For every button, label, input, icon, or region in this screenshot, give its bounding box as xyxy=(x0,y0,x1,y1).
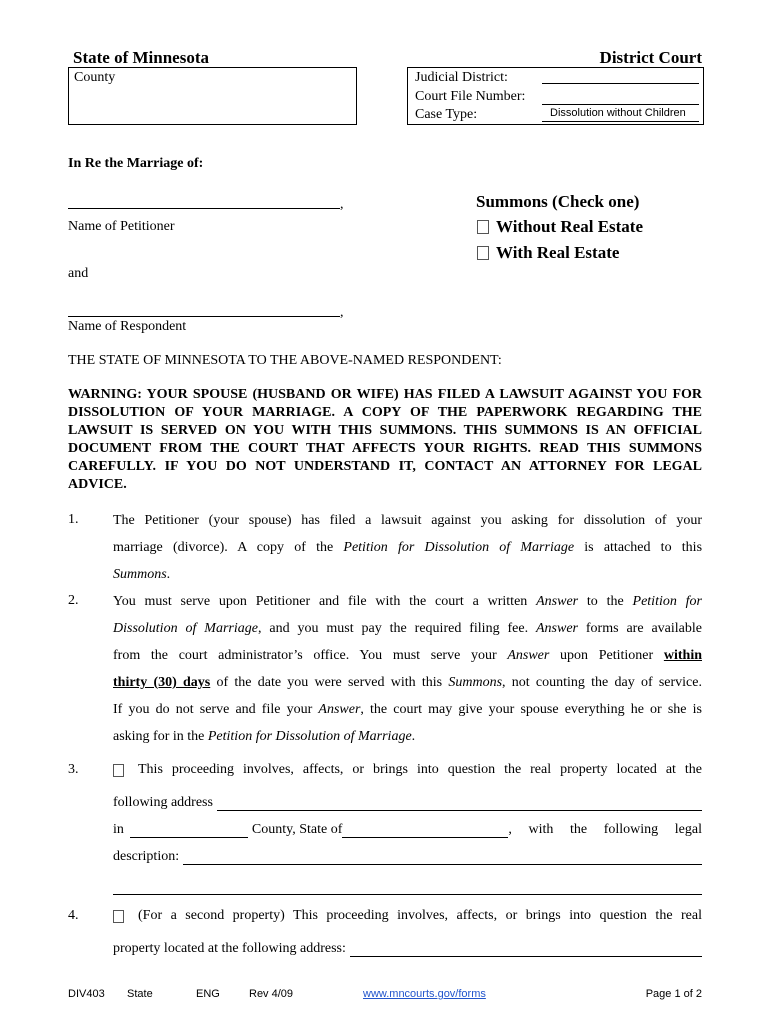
text: You must serve upon Petitioner and file with the court a written xyxy=(113,594,537,609)
court-title: District Court xyxy=(599,48,702,67)
page-number: Page 1 of 2 xyxy=(645,988,702,1000)
summons-title: Summons xyxy=(448,675,503,690)
text: , and you must pay the required filing fee. xyxy=(257,621,536,636)
text: , with the following legal xyxy=(508,822,702,837)
option-with-real-estate[interactable] xyxy=(477,243,619,263)
forms-link[interactable]: www.mncourts.gov/forms xyxy=(363,988,486,1000)
warning-paragraph: WARNING: YOUR SPOUSE (HUSBAND OR WIFE) HAS FILED A LAWSUIT AGAINST YOU FOR DISSOLUTION OF YOUR MARRIAGE. A COPY OF THE PAPERWORK REGARDING THE LAWSUIT IS SERVED ON YOU WITH THIS SUMMONS. THIS SUMMONS IS AN OFFICIAL DOCUMENT FROM THE COURT THAT AFFECTS YOUR RIGHTS. READ THIS SUMMONS CAREFULLY. IF YOU DO NOT UNDERSTAND IT, CONTACT AN ATTORNEY FOR LEGAL ADVICE. xyxy=(68,387,702,492)
judicial-district-field[interactable] xyxy=(542,83,699,84)
address-label: following address xyxy=(113,795,213,810)
respondent-name-field[interactable] xyxy=(68,316,340,317)
text-line xyxy=(113,588,702,615)
state-title: State of Minnesota xyxy=(73,48,209,67)
summons-title: Summons xyxy=(113,567,167,582)
text-line xyxy=(113,669,702,696)
item-number: 3. xyxy=(68,762,79,777)
item-number: 2. xyxy=(68,593,79,608)
deadline-emphasis: within xyxy=(663,648,702,663)
checkbox-icon[interactable] xyxy=(477,220,489,234)
property-address-field[interactable] xyxy=(217,799,702,811)
second-property-address-field[interactable] xyxy=(350,945,702,957)
text: . xyxy=(411,729,416,744)
property-checkbox-icon[interactable] xyxy=(113,910,124,923)
judicial-district-label: Judicial District: xyxy=(415,70,508,85)
answer-title: Answer xyxy=(507,648,550,663)
petitioner-label: Name of Petitioner xyxy=(68,219,175,234)
respondent-label: Name of Respondent xyxy=(68,319,187,334)
legal-description-field[interactable] xyxy=(183,853,702,865)
case-type-field[interactable] xyxy=(542,121,699,122)
text: , the court may give your spouse everything he or she is xyxy=(360,702,702,717)
text-line: The Petitioner (your spouse) has filed a lawsuit against you asking for dissolution of your xyxy=(113,513,702,528)
option-label: Without Real Estate xyxy=(496,217,644,236)
marriage-heading: In Re the Marriage of: xyxy=(68,156,204,171)
text-line xyxy=(113,534,702,561)
address-label: property located at the following address: xyxy=(113,941,346,956)
text: . xyxy=(166,567,171,582)
comma: , xyxy=(340,197,344,212)
petition-title: Petition for Dissolution of Marriage xyxy=(207,729,412,744)
text: If you do not serve and file your xyxy=(113,702,319,717)
text-line xyxy=(113,642,702,669)
form-scope: State xyxy=(127,988,153,1000)
legal-description-field-line-2[interactable] xyxy=(113,878,702,895)
text-line: This proceeding involves, affects, or brings into question the real property located at the xyxy=(138,762,702,777)
form-id: DIV403 xyxy=(68,988,105,1000)
text: marriage (divorce). A copy of the xyxy=(113,540,344,555)
text-line: (For a second property) This proceeding involves, affects, or brings into question the real xyxy=(138,908,702,923)
petition-title: Petition for Dissolution of Marriage xyxy=(343,540,575,555)
county-field[interactable] xyxy=(130,826,248,838)
item-3-text xyxy=(113,760,702,895)
summons-heading: Summons (Check one) xyxy=(476,192,640,211)
footer xyxy=(68,988,702,1004)
form-revision: Rev 4/09 xyxy=(249,988,294,1000)
text-line xyxy=(113,561,702,588)
text-line xyxy=(113,696,702,723)
text: , not counting the day of service. xyxy=(502,675,702,690)
text: from the court administrator’s office. You must serve your xyxy=(113,648,508,663)
addressee-line: THE STATE OF MINNESOTA TO THE ABOVE-NAMED RESPONDENT: xyxy=(68,353,502,368)
petition-title: Petition for xyxy=(632,594,703,609)
case-type-value: Dissolution without Children xyxy=(550,107,686,119)
deadline-emphasis: thirty (30) days xyxy=(113,675,211,690)
item-number: 4. xyxy=(68,908,79,923)
text-line xyxy=(113,723,702,750)
petition-title: Dissolution of Marriage xyxy=(113,621,258,636)
county-box[interactable] xyxy=(68,67,357,125)
item-1-text xyxy=(113,507,702,588)
text: forms are available xyxy=(577,621,702,636)
court-file-number-field[interactable] xyxy=(542,104,699,105)
text: is attached to this xyxy=(574,540,703,555)
text: asking for in the xyxy=(113,729,208,744)
county-label: County xyxy=(74,70,116,85)
state-field[interactable] xyxy=(342,826,508,838)
form-language: ENG xyxy=(196,988,220,1000)
case-type-label: Case Type: xyxy=(415,107,478,122)
text: to the xyxy=(578,594,633,609)
item-2-text xyxy=(113,588,702,750)
property-checkbox-icon[interactable] xyxy=(113,764,124,777)
text: of the date you were served with this xyxy=(210,675,449,690)
answer-title: Answer xyxy=(318,702,361,717)
answer-title: Answer xyxy=(536,594,579,609)
case-info-box xyxy=(407,67,704,125)
county-state-label: County, State of xyxy=(251,822,343,837)
court-file-number-label: Court File Number: xyxy=(415,89,526,104)
item-4-text xyxy=(113,906,702,957)
text: upon Petitioner xyxy=(549,648,664,663)
description-label: description: xyxy=(113,849,180,864)
answer-title: Answer xyxy=(535,621,578,636)
comma: , xyxy=(340,305,344,320)
item-number: 1. xyxy=(68,512,79,527)
in-label: in xyxy=(113,822,124,837)
text-line xyxy=(113,615,702,642)
option-label: With Real Estate xyxy=(496,243,620,262)
petitioner-name-field[interactable] xyxy=(68,208,340,209)
and-label: and xyxy=(68,266,89,281)
checkbox-icon[interactable] xyxy=(477,246,489,260)
option-without-real-estate[interactable] xyxy=(477,217,643,237)
